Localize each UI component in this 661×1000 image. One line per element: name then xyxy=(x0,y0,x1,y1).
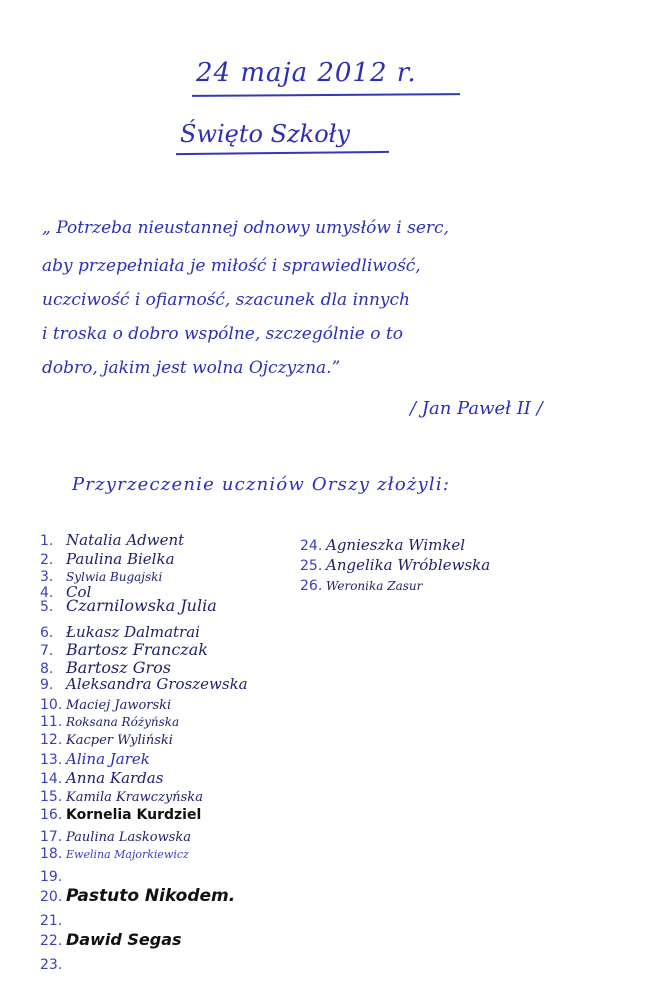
item-number: 14. xyxy=(40,771,63,787)
item-name: Weronika Zasur xyxy=(326,579,423,593)
list-item xyxy=(40,711,179,730)
list-item xyxy=(40,804,201,823)
item-name: Pastuto Nikodem. xyxy=(66,886,236,906)
quote-line: „ Potrzeba nieustannej odnowy umysłów i serc, xyxy=(42,218,449,238)
list-item xyxy=(40,930,182,949)
item-number: 23. xyxy=(40,957,63,973)
list-item xyxy=(40,786,203,805)
item-name: Aleksandra Groszewska xyxy=(66,675,248,693)
item-name: Czarnilowska Julia xyxy=(66,596,217,615)
item-number: 10. xyxy=(40,697,63,713)
item-number: 16. xyxy=(40,807,63,823)
item-number: 13. xyxy=(40,752,63,768)
list-item xyxy=(40,729,173,748)
item-name: Angelika Wróblewska xyxy=(326,556,491,574)
item-number: 6. xyxy=(40,625,54,641)
item-name: Kacper Wyliński xyxy=(66,733,173,748)
item-name: Ewelina Majorkiewicz xyxy=(66,848,189,861)
page-title: Święto Szkoły xyxy=(180,120,351,148)
item-name: Col xyxy=(66,583,92,601)
list-item xyxy=(40,768,163,787)
item-name: Paulina Bielka xyxy=(66,550,175,568)
item-number: 5. xyxy=(40,599,54,615)
item-number: 15. xyxy=(40,789,63,805)
list-item xyxy=(300,535,465,554)
item-number: 17. xyxy=(40,829,63,845)
list-item xyxy=(40,910,66,929)
item-number: 4. xyxy=(40,585,54,601)
item-number: 9. xyxy=(40,677,54,693)
item-name: Bartosz Franczak xyxy=(66,640,208,659)
date-heading: 24 maja 2012 r. xyxy=(196,58,417,88)
list-item xyxy=(40,954,66,973)
title-underline xyxy=(176,151,389,155)
item-number: 3. xyxy=(40,569,54,585)
item-number: 19. xyxy=(40,869,63,885)
item-number: 24. xyxy=(300,538,323,554)
item-number: 12. xyxy=(40,732,63,748)
list-heading: Przyrzeczenie uczniów Orszy złożyli: xyxy=(72,474,451,495)
item-number: 8. xyxy=(40,661,54,677)
item-number: 18. xyxy=(40,846,63,862)
list-item xyxy=(40,596,217,615)
list-item xyxy=(40,866,66,885)
item-name: Łukasz Dalmatrai xyxy=(66,623,200,641)
item-number: 25. xyxy=(300,558,323,574)
item-number: 7. xyxy=(40,643,54,659)
item-name: Maciej Jaworski xyxy=(66,698,172,713)
item-name: Agnieszka Wimkel xyxy=(326,536,466,554)
quote-line: i troska o dobro wspólne, szczególnie o to xyxy=(42,324,403,344)
item-number: 2. xyxy=(40,552,54,568)
quote-line: aby przepełniała je miłość i sprawiedliwość, xyxy=(42,256,421,276)
date-underline xyxy=(192,93,460,97)
item-number: 1. xyxy=(40,533,54,549)
item-name: Kamila Krawczyńska xyxy=(66,790,203,805)
list-item xyxy=(40,749,150,768)
list-item xyxy=(40,530,184,549)
list-item xyxy=(40,622,200,641)
item-number: 26. xyxy=(300,578,323,594)
list-item xyxy=(40,843,189,862)
item-name: Kornelia Kurdziel xyxy=(66,807,202,823)
item-name: Natalia Adwent xyxy=(66,531,185,549)
item-number: 11. xyxy=(40,714,63,730)
item-name: Bartosz Gros xyxy=(66,658,172,677)
quote-line: dobro, jakim jest wolna Ojczyzna.” xyxy=(42,358,341,378)
item-name: Roksana Różyńska xyxy=(66,715,180,729)
list-item xyxy=(300,555,490,574)
item-name: Sylwia Bugajski xyxy=(66,570,163,584)
item-name: Alina Jarek xyxy=(66,750,150,768)
item-name: Dawid Segas xyxy=(66,930,182,949)
item-number: 21. xyxy=(40,913,63,929)
quote-author: / Jan Paweł II / xyxy=(410,398,543,419)
list-item xyxy=(40,640,208,659)
list-item xyxy=(40,674,248,693)
list-item xyxy=(40,886,235,906)
item-number: 22. xyxy=(40,933,63,949)
list-item xyxy=(300,575,422,594)
quote-line: uczciwość i ofiarność, szacunek dla innych xyxy=(42,290,410,310)
item-number: 20. xyxy=(40,889,63,905)
item-name: Paulina Laskowska xyxy=(66,830,192,845)
item-name: Anna Kardas xyxy=(66,769,164,787)
